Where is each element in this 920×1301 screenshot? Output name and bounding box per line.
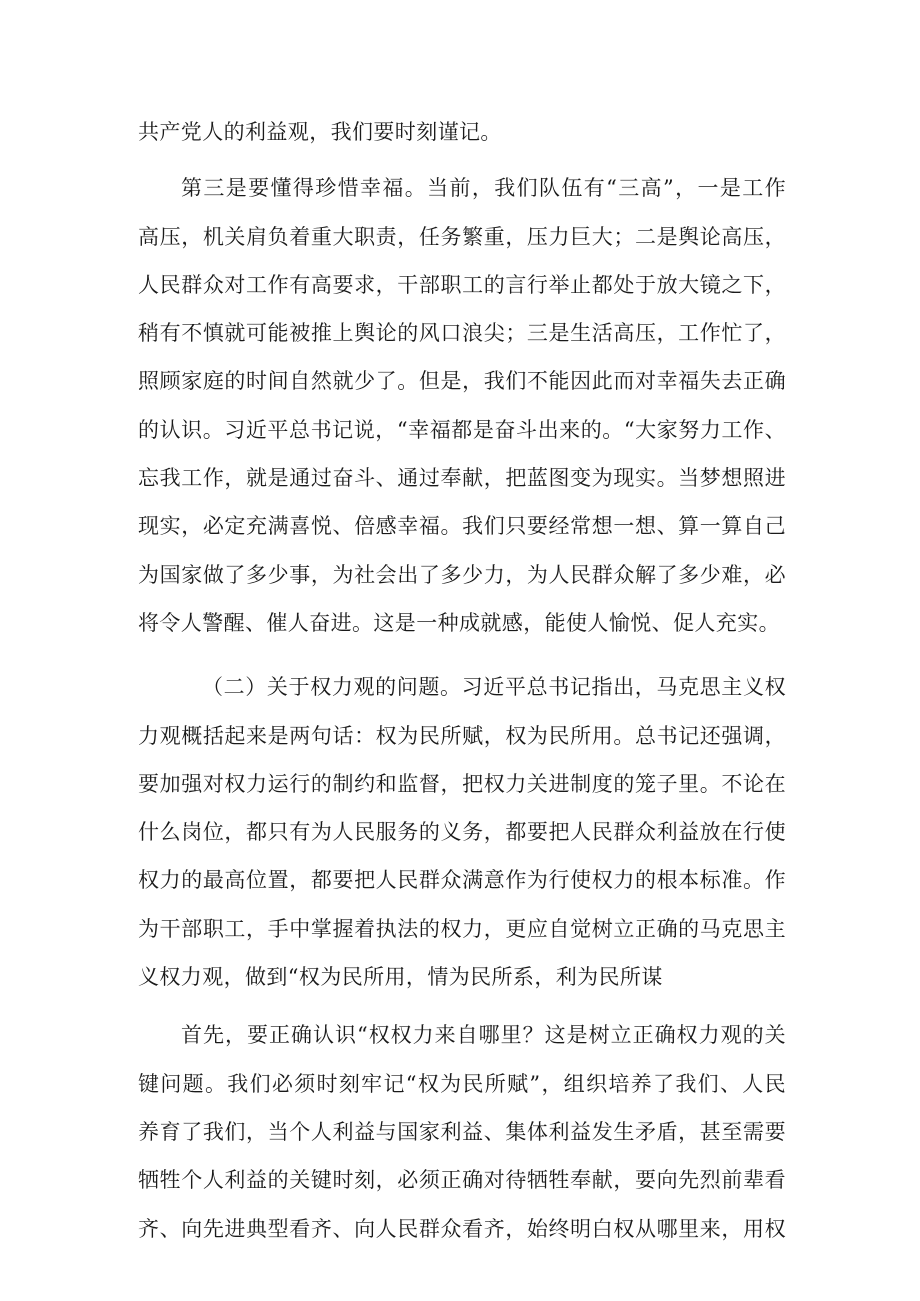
text-line: 齐、向先进典型看齐、向人民群众看齐，始终明白权从哪里来，用权 <box>138 1216 786 1241</box>
text-line: 义权力观，做到“权为民所用，情为民所系，利为民所谋 <box>138 965 663 990</box>
text-line: 忘我工作，就是通过奋斗、通过奉献，把蓝图变为现实。当梦想照进 <box>138 466 786 491</box>
text-line: 为干部职工，手中掌握着执法的权力，更应自觉树立正确的马克思主 <box>138 916 786 941</box>
text-line: 权力的最高位置，都要把人民群众满意作为行使权力的根本标准。作 <box>138 868 786 893</box>
text-line: （二）关于权力观的问题。习近平总书记指出，马克思主义权 <box>202 675 786 700</box>
paragraph-source-of-power <box>138 1011 786 1252</box>
document-body <box>138 108 786 1253</box>
text-line: 第三是要懂得珍惜幸福。当前，我们队伍有“三高”，一是工作 <box>181 176 786 201</box>
text-line: 高压，机关肩负着重大职责，任务繁重，压力巨大；二是舆论高压， <box>138 224 786 249</box>
text-line: 首先，要正确认识“权权力来自哪里？这是树立正确权力观的关 <box>181 1023 786 1048</box>
text-line: 键问题。我们必须时刻牢记“权为民所赋”，组织培养了我们、人民 <box>138 1071 786 1096</box>
paragraph-interest-view-end <box>138 108 786 156</box>
text-line: 力观概括起来是两句话：权为民所赋，权为民所用。总书记还强调， <box>138 723 786 748</box>
text-line: 照顾家庭的时间自然就少了。但是，我们不能因此而对幸福失去正确 <box>138 369 786 394</box>
text-line: 为国家做了多少事，为社会出了多少力，为人民群众解了多少难，必 <box>138 562 786 587</box>
text-line: 的认识。习近平总书记说，“幸福都是奋斗出来的。“大家努力工作、 <box>138 417 786 442</box>
text-line: 将令人警醒、催人奋进。这是一种成就感，能使人愉悦、促人充实。 <box>138 610 780 635</box>
text-line: 稍有不慎就可能被推上舆论的风口浪尖；三是生活高压，工作忙了， <box>138 321 786 346</box>
paragraph-cherish-happiness <box>138 164 786 647</box>
text-line: 人民群众对工作有高要求，干部职工的言行举止都处于放大镜之下， <box>138 272 786 297</box>
text-line: 牺牲个人利益的关键时刻，必须正确对待牺牲奉献，要向先烈前辈看 <box>138 1168 786 1193</box>
text-line: 共产党人的利益观，我们要时刻谨记。 <box>138 120 502 144</box>
paragraph-power-view <box>138 663 786 1001</box>
text-line: 现实，必定充满喜悦、倍感幸福。我们只要经常想一想、算一算自己 <box>138 514 786 539</box>
text-line: 要加强对权力运行的制约和监督，把权力关进制度的笼子里。不论在 <box>138 771 786 796</box>
text-line: 什么岗位，都只有为人民服务的义务，都要把人民群众利益放在行使 <box>138 820 786 845</box>
text-line: 养育了我们，当个人利益与国家利益、集体利益发生矛盾，甚至需要 <box>138 1119 786 1144</box>
